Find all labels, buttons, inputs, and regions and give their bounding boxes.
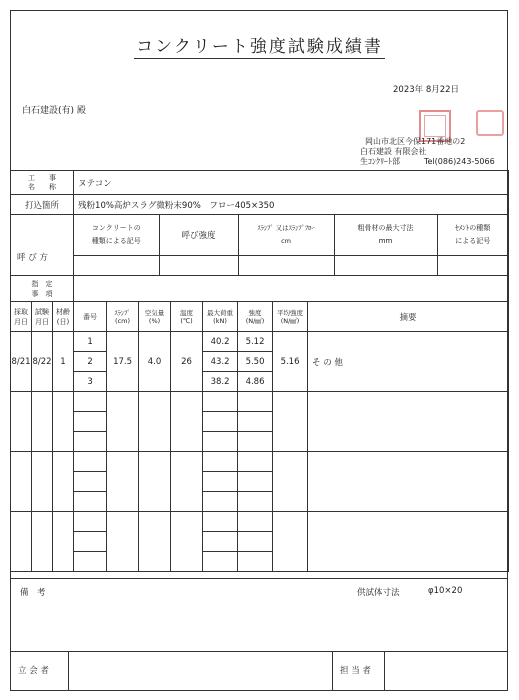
issuer-tel: Tel(086)243-5066 (424, 157, 495, 166)
placement-row (11, 195, 509, 215)
header-remarks: 摘要 (308, 302, 509, 332)
form-table (10, 170, 509, 572)
designated-label: 指 定 事 項 (11, 276, 74, 302)
header-age: 材齢 (日) (53, 302, 74, 332)
cell-slump: 17.5 (107, 332, 139, 392)
notes-divider (10, 578, 508, 579)
cell-sampling-day: 8/21 (11, 332, 32, 392)
project-row (11, 171, 509, 195)
witness-label: 立 会 者 (18, 666, 49, 676)
test-row (11, 452, 509, 472)
designation-row (11, 215, 509, 276)
notes-label: 備 考 (20, 588, 46, 598)
witness-field[interactable] (70, 653, 330, 689)
header-temp: 温度 (℃) (171, 302, 203, 332)
issuer-dept: 生ｺﾝｸﾘｰﾄ部 (360, 157, 400, 166)
test-header-row (11, 302, 509, 332)
person-separator-left (332, 651, 333, 691)
designation-header-nominal-strength: 呼び強度 (159, 215, 238, 255)
header-slump: ｽﾗﾝﾌﾟ (cm) (107, 302, 139, 332)
corner-seal-stamp (476, 110, 504, 136)
specimen-value: φ10×20 (428, 586, 463, 596)
person-label: 担 当 者 (340, 666, 371, 676)
designation-header-cement-type: ｾﾒﾝﾄの種類 による記号 (437, 215, 508, 255)
cell-number: 2 (74, 352, 107, 372)
header-test-day: 試験 月日 (32, 302, 53, 332)
bottom-divider (10, 651, 508, 652)
designation-label: 呼 び 方 (11, 215, 74, 276)
header-max-load: 最大荷重 (kN) (203, 302, 238, 332)
designation-value-nominal-strength[interactable] (159, 255, 238, 275)
designation-grid (74, 215, 509, 276)
header-air: 空気量 (%) (139, 302, 171, 332)
report-title: コンクリート強度試験成績書 (136, 37, 383, 57)
placement-value: 残粉10%高炉スラグ微粉末90% フロー405×350 (74, 195, 509, 215)
witness-separator (68, 651, 69, 691)
cell-air: 4.0 (139, 332, 171, 392)
cell-age: 1 (53, 332, 74, 392)
designation-header-aggregate-size: 粗骨材の最大寸法 mm (334, 215, 437, 255)
cell-test-day: 8/22 (32, 332, 53, 392)
designation-value-slump[interactable] (238, 255, 334, 275)
test-row (11, 332, 509, 352)
cell-strength: 5.50 (238, 352, 273, 372)
cell-remark: そ の 他 (308, 332, 509, 392)
cell-max-load: 38.2 (203, 372, 238, 392)
recipient: 白石建設(有) 殿 (22, 106, 86, 116)
designation-value-concrete-type[interactable] (74, 255, 159, 275)
person-separator-right (384, 651, 385, 691)
header-avg-strength: 平均強度 (N/㎟) (273, 302, 308, 332)
designation-header-concrete-type: コンクリートの 種類による記号 (74, 215, 159, 255)
report-date: 2023年 8月22日 (393, 85, 460, 95)
designation-value-cement-type[interactable] (437, 255, 508, 275)
cell-temp: 26 (171, 332, 203, 392)
header-sampling-day: 採取 月日 (11, 302, 32, 332)
designated-value[interactable] (74, 276, 509, 302)
cell-number: 3 (74, 372, 107, 392)
cell-max-load: 43.2 (203, 352, 238, 372)
person-field[interactable] (386, 653, 506, 689)
cell-avg-strength: 5.16 (273, 332, 308, 392)
cell-number: 1 (74, 332, 107, 352)
cell-max-load: 40.2 (203, 332, 238, 352)
designation-header-slump: ｽﾗﾝﾌﾟ 又はｽﾗﾝﾌﾟﾌﾛｰ cm (238, 215, 334, 255)
project-label: 工 事 名 称 (11, 171, 74, 195)
test-row (11, 392, 509, 412)
test-row (11, 512, 509, 532)
issuer-address: 岡山市北区今保171番地の2 (365, 137, 466, 146)
designated-row (11, 276, 509, 302)
cell-strength: 4.86 (238, 372, 273, 392)
header-number: 番号 (74, 302, 107, 332)
designation-value-aggregate-size[interactable] (334, 255, 437, 275)
cell-strength: 5.12 (238, 332, 273, 352)
specimen-label: 供試体寸法 (357, 588, 400, 598)
header-strength: 強度 (N/㎟) (238, 302, 273, 332)
issuer-company: 白石建設 有限会社 (360, 147, 427, 156)
project-value: ヌテコン (74, 171, 509, 195)
designation-subtable (74, 215, 508, 275)
placement-label: 打込箇所 (11, 195, 74, 215)
